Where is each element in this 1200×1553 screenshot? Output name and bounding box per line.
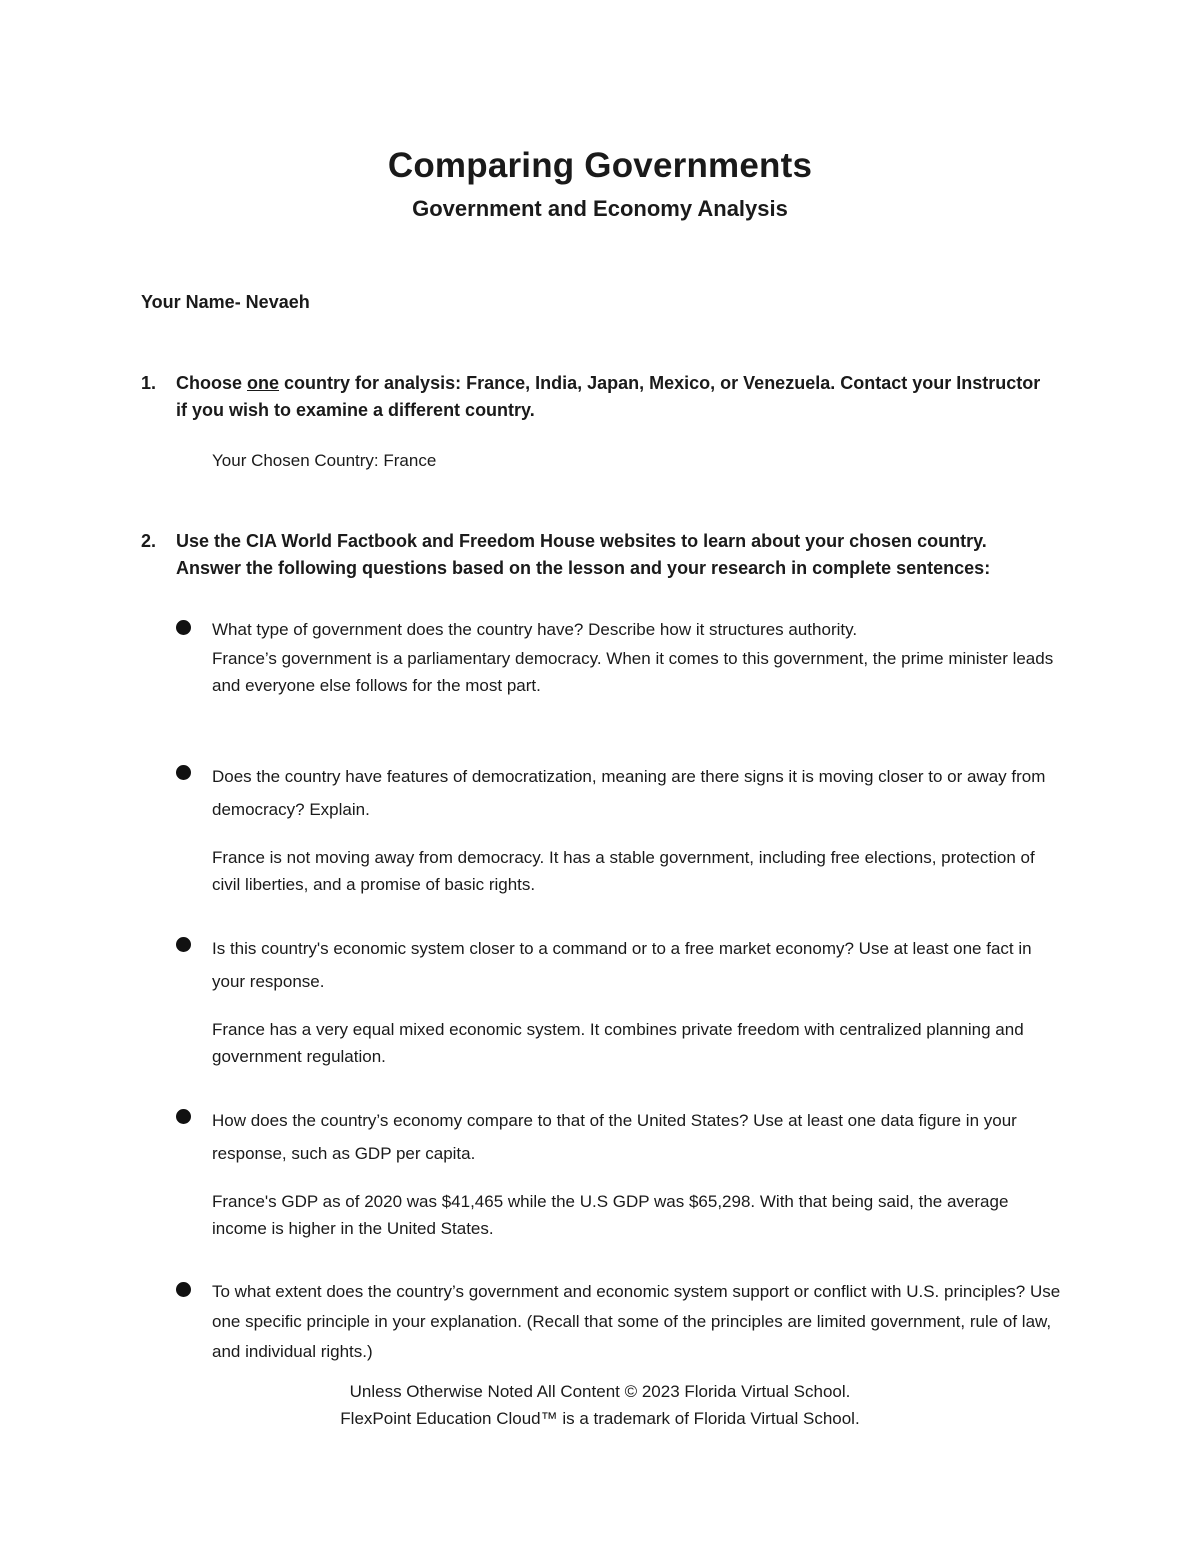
chosen-country-answer: Your Chosen Country: France (212, 451, 437, 470)
bullet-icon (176, 765, 191, 780)
bullet-icon (176, 1109, 191, 1124)
bullet-answer: France’s government is a parliamentary democracy. When it comes to this government, the prime minister leads and everyone else follows for the most part. (212, 649, 1054, 695)
bullet-answer: France's GDP as of 2020 was $41,465 while the U.S GDP was $65,298. With that being said, the average income is higher in the United States. (212, 1192, 1009, 1238)
bullet-icon (176, 937, 191, 952)
footer-copyright: Unless Otherwise Noted All Content © 2023 Florida Virtual School. (349, 1382, 851, 1401)
bullet-item-democratization (176, 760, 1066, 898)
page-footer (0, 1378, 1200, 1432)
student-name: Your Name- Nevaeh (141, 292, 310, 312)
question-1-number: 1. (141, 373, 157, 393)
question-2-text: Use the CIA World Factbook and Freedom House websites to learn about your chosen country. Answer the following questions based on the lesson and your research in complete sentences: (176, 531, 991, 578)
page-title: Comparing Governments (387, 146, 813, 185)
bullet-icon (176, 1282, 191, 1297)
page-subtitle: Government and Economy Analysis (412, 196, 788, 221)
question-1-text (176, 370, 1041, 424)
bullet-question: How does the country’s economy compare to that of the United States? Use at least one data figure in your response, such as GDP per capita. (212, 1111, 1017, 1163)
bullet-answer: France has a very equal mixed economic system. It combines private freedom with centralized planning and government regulation. (212, 1020, 1024, 1066)
bullet-item-us-principles (176, 1277, 1066, 1367)
bullet-item-economy-comparison (176, 1104, 1066, 1242)
question-1-prefix: Choose (176, 373, 248, 393)
bullet-question: Does the country have features of democratization, meaning are there signs it is moving closer to or away from democracy? Explain. (212, 767, 1046, 819)
question-1-rest: country for analysis: France, India, Japan, Mexico, or Venezuela. Contact your Instructor if you wish to examine a different country. (176, 373, 1041, 420)
question-1 (141, 370, 1041, 424)
question-2-number: 2. (141, 531, 157, 551)
bullet-question: Is this country's economic system closer to a command or to a free market economy? Use at least one fact in your response. (212, 939, 1032, 991)
bullet-answer: France is not moving away from democracy. It has a stable government, including free elections, protection of civil liberties, and a promise of basic rights. (212, 848, 1035, 894)
question-1-underlined-word: one (247, 373, 280, 393)
bullet-icon (176, 620, 191, 635)
question-2 (141, 528, 1041, 582)
bullet-question: What type of government does the country have? Describe how it structures authority. (212, 620, 858, 639)
bullet-question: To what extent does the country’s government and economic system support or conflict with U.S. principles? Use one specific principle in your explanation. (Recall that some of the principles are limited government, rule of law, and individual rights.) (212, 1282, 1061, 1361)
footer-trademark: FlexPoint Education Cloud™ is a trademark of Florida Virtual School. (340, 1409, 860, 1428)
bullet-item-government-type (176, 615, 1066, 699)
bullet-item-economic-system (176, 932, 1066, 1070)
